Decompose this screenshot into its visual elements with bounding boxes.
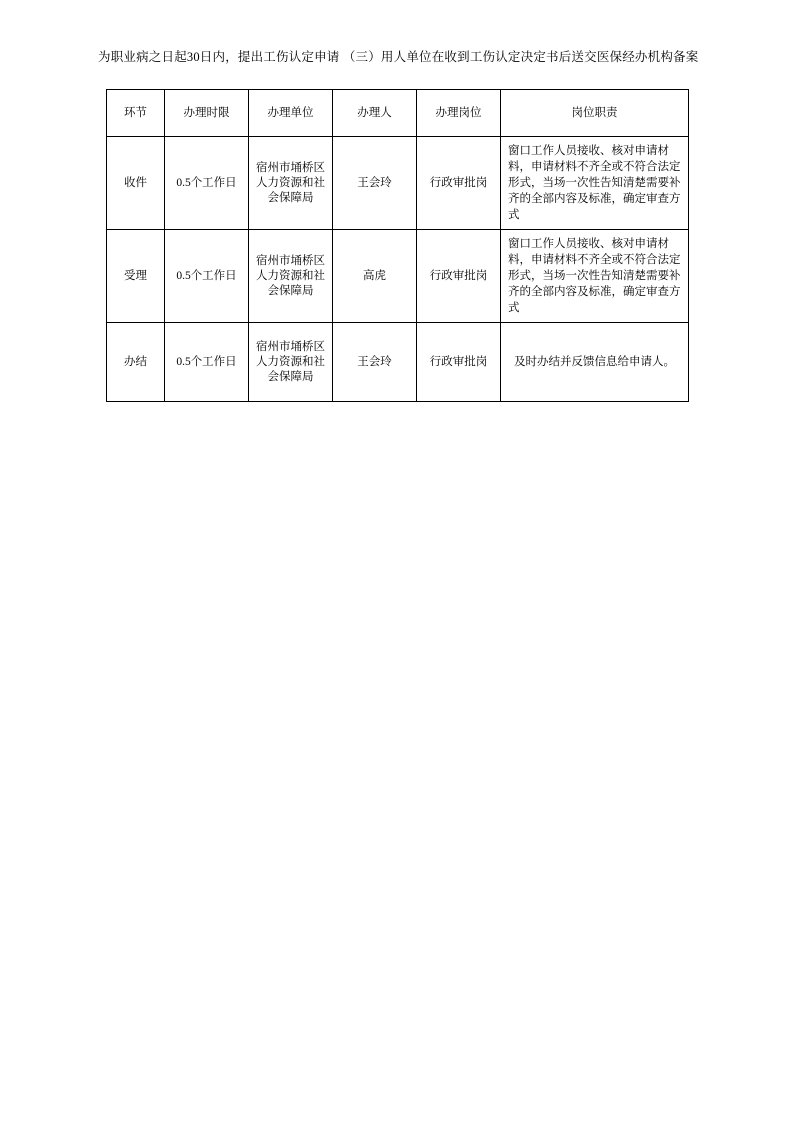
cell-unit: 宿州市埇桥区人力资源和社会保障局	[249, 323, 333, 402]
cell-step: 办结	[107, 323, 165, 402]
column-header-unit: 办理单位	[249, 90, 333, 137]
cell-post: 行政审批岗	[417, 137, 501, 230]
cell-person: 王会玲	[333, 323, 417, 402]
table-row	[107, 323, 689, 402]
table-header	[107, 90, 689, 137]
cell-step: 受理	[107, 230, 165, 323]
cell-duty: 窗口工作人员接收、核对申请材料，申请材料不齐全或不符合法定形式，当场一次性告知清楚需要补齐的全部内容及标准，确定审查方式	[501, 137, 689, 230]
cell-duty: 窗口工作人员接收、核对申请材料，申请材料不齐全或不符合法定形式，当场一次性告知清楚需要补齐的全部内容及标准，确定审查方式	[501, 230, 689, 323]
table-row	[107, 137, 689, 230]
cell-step: 收件	[107, 137, 165, 230]
intro-paragraph: 为职业病之日起30日内，提出工伤认定申请 （三）用人单位在收到工伤认定决定书后送交医保经办机构备案	[98, 50, 699, 64]
column-header-person: 办理人	[333, 90, 417, 137]
table-row	[107, 230, 689, 323]
cell-unit: 宿州市埇桥区人力资源和社会保障局	[249, 137, 333, 230]
cell-person: 王会玲	[333, 137, 417, 230]
cell-time-limit: 0.5个工作日	[165, 137, 249, 230]
cell-time-limit: 0.5个工作日	[165, 323, 249, 402]
cell-person: 高虎	[333, 230, 417, 323]
cell-post: 行政审批岗	[417, 230, 501, 323]
cell-post: 行政审批岗	[417, 323, 501, 402]
column-header-post: 办理岗位	[417, 90, 501, 137]
table-header-row	[107, 90, 689, 137]
process-table	[106, 89, 689, 402]
cell-time-limit: 0.5个工作日	[165, 230, 249, 323]
cell-unit: 宿州市埇桥区人力资源和社会保障局	[249, 230, 333, 323]
column-header-step: 环节	[107, 90, 165, 137]
column-header-time-limit: 办理时限	[165, 90, 249, 137]
column-header-duty: 岗位职责	[501, 90, 689, 137]
table-body	[107, 137, 689, 402]
cell-duty: 及时办结并反馈信息给申请人。	[501, 323, 689, 402]
